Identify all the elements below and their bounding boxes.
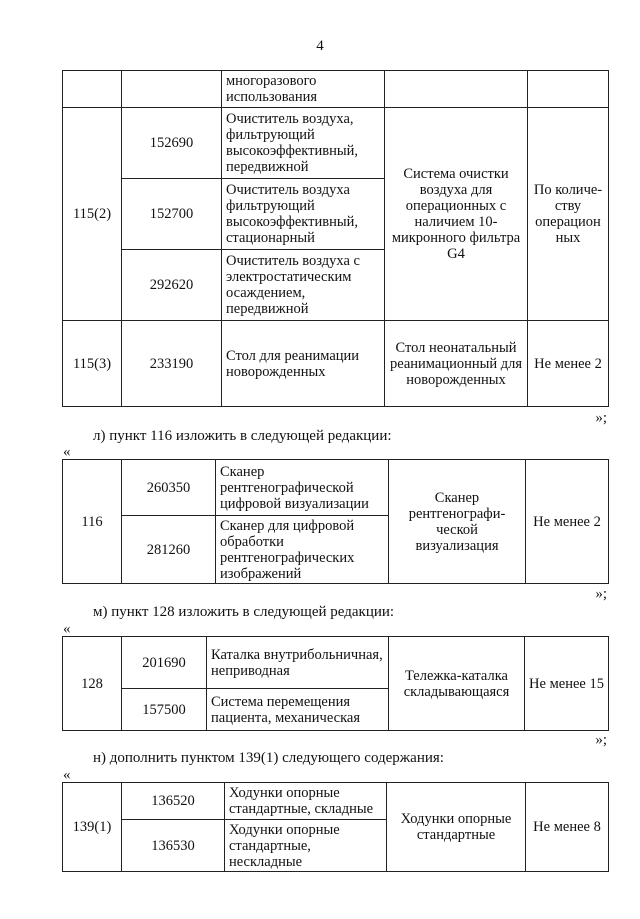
item-number: 115(2) — [63, 108, 122, 321]
table-row — [63, 71, 609, 108]
item-code: 233190 — [122, 321, 222, 407]
opening-quote: « — [63, 621, 71, 637]
item-name: Сканер рентгенографи- ческой визуализация — [389, 460, 526, 584]
paragraph-n: н) дополнить пунктом 139(1) следующего содержания: — [93, 750, 444, 766]
item-description: Очиститель воздуха, фильтрующий высокоэффективный, передвижной — [222, 108, 385, 179]
item-description: Система перемещения пациента, механическая — [207, 689, 389, 731]
item-quantity: Не менее 8 — [526, 783, 609, 872]
item-code: 136520 — [122, 783, 225, 820]
item-name: Стол неонатальный реанимационный для новорожденных — [385, 321, 528, 407]
item-number: 115(3) — [63, 321, 122, 407]
item-quantity: Не менее 2 — [526, 460, 609, 584]
item-description: Сканер рентгенографической цифровой визуализации — [216, 460, 389, 516]
page-number: 4 — [316, 38, 324, 54]
paragraph-l: л) пункт 116 изложить в следующей редакции: — [93, 428, 392, 444]
table-116 — [62, 459, 609, 584]
paragraph-m: м) пункт 128 изложить в следующей редакции: — [93, 604, 395, 620]
item-quantity: Не менее 15 — [525, 637, 609, 731]
table-row — [63, 460, 609, 516]
item-quantity: По количе- ству операцион ных — [528, 108, 609, 321]
item-number: 116 — [63, 460, 122, 584]
item-code: 292620 — [122, 250, 222, 321]
item-code: 157500 — [122, 689, 207, 731]
item-name: Ходунки опорные стандартные — [387, 783, 526, 872]
table-row — [63, 108, 609, 179]
item-code: 152700 — [122, 179, 222, 250]
item-number: 139(1) — [63, 783, 122, 872]
item-description: Очиститель воздуха с электростатическим осаждением, передвижной — [222, 250, 385, 321]
table-top — [62, 70, 609, 407]
table-row — [63, 637, 609, 689]
item-code: 136530 — [122, 820, 225, 872]
item-description: Ходунки опорные стандартные, складные — [225, 783, 387, 820]
item-description: Ходунки опорные стандартные, нескладные — [225, 820, 387, 872]
item-name: Тележка-каталка складывающаяся — [389, 637, 525, 731]
closing-quote: »; — [595, 732, 607, 748]
item-code: 152690 — [122, 108, 222, 179]
item-number: 128 — [63, 637, 122, 731]
closing-quote: »; — [595, 586, 607, 602]
table-row — [63, 783, 609, 820]
table-128 — [62, 636, 609, 731]
item-description: Очиститель воздуха фильтрующий высокоэффективный, стационарный — [222, 179, 385, 250]
item-code: 281260 — [122, 516, 216, 584]
table-139-1 — [62, 782, 609, 872]
opening-quote: « — [63, 444, 71, 460]
closing-quote: »; — [595, 410, 607, 426]
item-description: многоразового использования — [222, 71, 385, 108]
item-quantity: Не менее 2 — [528, 321, 609, 407]
item-description: Сканер для цифровой обработки рентгенографических изображений — [216, 516, 389, 584]
item-code: 201690 — [122, 637, 207, 689]
item-description: Стол для реанимации новорожденных — [222, 321, 385, 407]
item-name: Система очистки воздуха для операционных с наличием 10-микронного фильтра G4 — [385, 108, 528, 321]
item-description: Каталка внутрибольничная, неприводная — [207, 637, 389, 689]
item-code: 260350 — [122, 460, 216, 516]
table-row — [63, 321, 609, 407]
opening-quote: « — [63, 767, 71, 783]
